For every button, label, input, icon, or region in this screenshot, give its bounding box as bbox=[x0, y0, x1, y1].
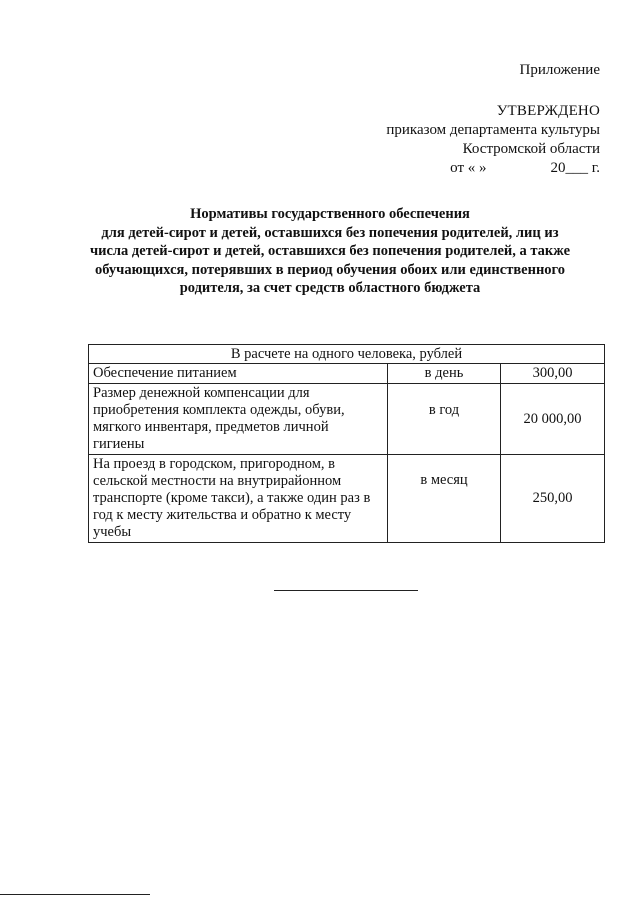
closing-divider bbox=[274, 590, 418, 591]
row-period: в год bbox=[388, 384, 501, 455]
norms-table bbox=[88, 344, 605, 543]
region-line: Костромской области bbox=[462, 141, 600, 157]
approved-stamp-text: УТВЕРЖДЕНО bbox=[496, 103, 600, 119]
title-line: родителя, за счет средств областного бюджета bbox=[179, 280, 481, 296]
title-line: для детей-сирот и детей, оставшихся без попечения родителей, лиц из bbox=[101, 224, 559, 241]
row-value: 20 000,00 bbox=[501, 384, 605, 455]
footnote-divider bbox=[0, 894, 150, 895]
row-period: в месяц bbox=[388, 455, 501, 543]
date-year: 20___ г. bbox=[550, 160, 600, 176]
title-line: обучающихся, потерявших в период обучения обоих или единственного bbox=[94, 261, 566, 278]
order-line: приказом департамента культуры bbox=[386, 122, 600, 138]
table-header-row bbox=[89, 345, 605, 364]
row-value: 300,00 bbox=[501, 364, 605, 384]
row-description: Обеспечение питанием bbox=[89, 364, 388, 384]
title-line: числа детей-сирот и детей, оставшихся без попечения родителей, а также bbox=[89, 243, 571, 259]
table-row bbox=[89, 455, 605, 543]
table-row bbox=[89, 364, 605, 384]
row-value: 250,00 bbox=[501, 455, 605, 543]
row-period: в день bbox=[388, 364, 501, 384]
row-description: Размер денежной компенсации для приобретения комплекта одежды, обуви, мягкого инвентаря, предметов личной гигиены bbox=[89, 384, 388, 455]
document-title bbox=[70, 205, 590, 298]
date-prefix: от « » bbox=[450, 160, 487, 176]
title-line: Нормативы государственного обеспечения bbox=[190, 206, 470, 222]
table-header-cell: В расчете на одного человека, рублей bbox=[89, 345, 605, 364]
table-row bbox=[89, 384, 605, 455]
approval-block bbox=[300, 102, 600, 178]
approval-date-line bbox=[300, 159, 600, 178]
row-description: На проезд в городском, пригородном, в сельской местности на внутрирайонном транспорте (кроме такси), а также один раз в год к месту жительства и обратно к месту учебы bbox=[89, 455, 388, 543]
appendix-label: Приложение bbox=[519, 62, 600, 78]
